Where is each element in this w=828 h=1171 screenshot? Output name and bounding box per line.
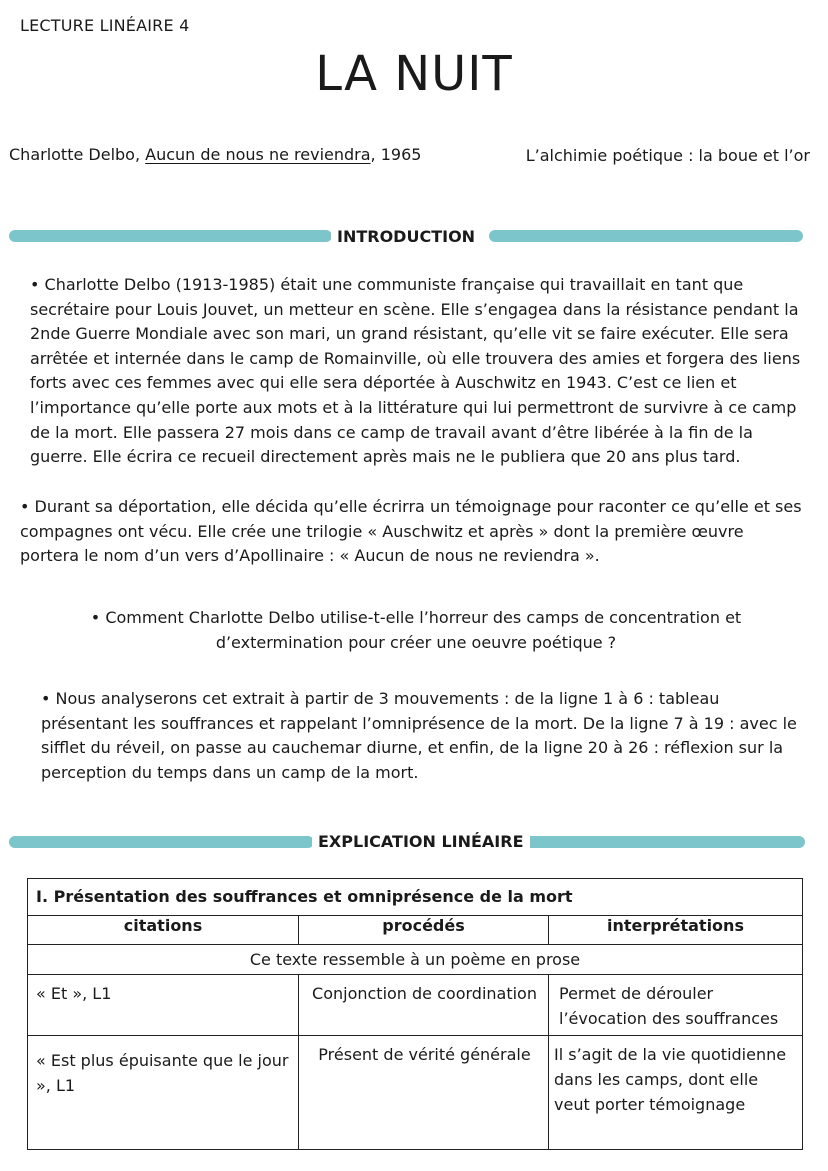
page-title: LA NUIT — [315, 46, 513, 102]
table-row — [28, 975, 803, 1036]
author-name: Charlotte Delbo, — [9, 145, 146, 164]
explication-divider-right — [521, 836, 805, 848]
theme-line: L’alchimie poétique : la boue et l’or — [525, 146, 810, 165]
intro-paragraph-biography: • Charlotte Delbo (1913-1985) était une communiste française qui travaillait en tant que secrétaire pour Louis Jouvet, un metteur en scène. Elle s’engagea dans la résistance pendant la 2nde Guerre Mondiale avec son mari, un grand résistant, qu’elle vit se faire exécuter. Elle sera arrêtée et internée dans le camp de Romainville, où elle trouvera des amies et forgera des liens forts avec ces femmes avec qui elle sera déportée à Auschwitz en 1943. C’est ce lien et l’importance qu’elle porte aux mots et à la littérature qui lui permettront de survivre à ce camp de la mort. Elle passera 27 mois dans ce camp de travail avant d’être libérée à la fin de la guerre. Elle écrira ce recueil directement après mais ne le publiera que 20 ans plus tard. — [30, 275, 801, 467]
intro-problematique: • Comment Charlotte Delbo utilise-t-elle l’horreur des camps de concentration et d’extermination pour créer une oeuvre poétique ? — [90, 608, 742, 652]
cell-interpretation: Permet de dérouler l’évocation des souffrances — [559, 984, 779, 1028]
publication-year: , 1965 — [370, 145, 422, 164]
intro-paragraph-context: • Durant sa déportation, elle décida qu’elle écrirra un témoignage pour raconter ce qu’elle et ses compagnes ont vécu. Elle crée une trilogie « Auschwitz et après » dont la première œuvre portera le nom d’un vers d’Apollinaire : « Aucun de nous ne reviendra ». — [20, 497, 802, 566]
intro-paragraph-plan: • Nous analyserons cet extrait à partir de 3 mouvements : de la ligne 1 à 6 : tableau présentant les souffrances et rappelant l’omniprésence de la mort. De la ligne 7 à 19 : avec le sifflet du réveil, on passe au cauchemar diurne, et enfin, de la ligne 20 à 26 : réflexion sur la perception du temps dans un camp de la mort. — [41, 689, 797, 782]
explication-table — [27, 878, 803, 1150]
cell-interpretation: Il s’agit de la vie quotidienne dans les camps, dont elle veut porter témoignage — [554, 1045, 787, 1114]
table-row — [28, 1036, 803, 1150]
table-section-title: I. Présentation des souffrances et omniprésence de la mort — [28, 879, 803, 916]
table-span-note: Ce texte ressemble à un poème en prose — [28, 945, 803, 975]
intro-divider-left — [9, 230, 332, 242]
cell-citation: « Et », L1 — [36, 984, 112, 1003]
column-header-procedes: procédés — [299, 916, 549, 945]
lecture-label: LECTURE LINÉAIRE 4 — [20, 16, 190, 35]
explication-heading: EXPLICATION LINÉAIRE — [312, 832, 530, 851]
cell-citation: « Est plus épuisante que le jour », L1 — [36, 1051, 289, 1095]
intro-divider-right — [489, 230, 803, 242]
cell-procede: Présent de vérité générale — [318, 1045, 531, 1064]
cell-procede: Conjonction de coordination — [312, 984, 537, 1003]
work-title: Aucun de nous ne reviendra — [145, 145, 371, 164]
explication-divider-left — [9, 836, 314, 848]
column-header-interpretations: interprétations — [549, 916, 803, 945]
introduction-heading: INTRODUCTION — [331, 227, 481, 246]
author-line — [9, 145, 421, 164]
column-header-citations: citations — [28, 916, 299, 945]
